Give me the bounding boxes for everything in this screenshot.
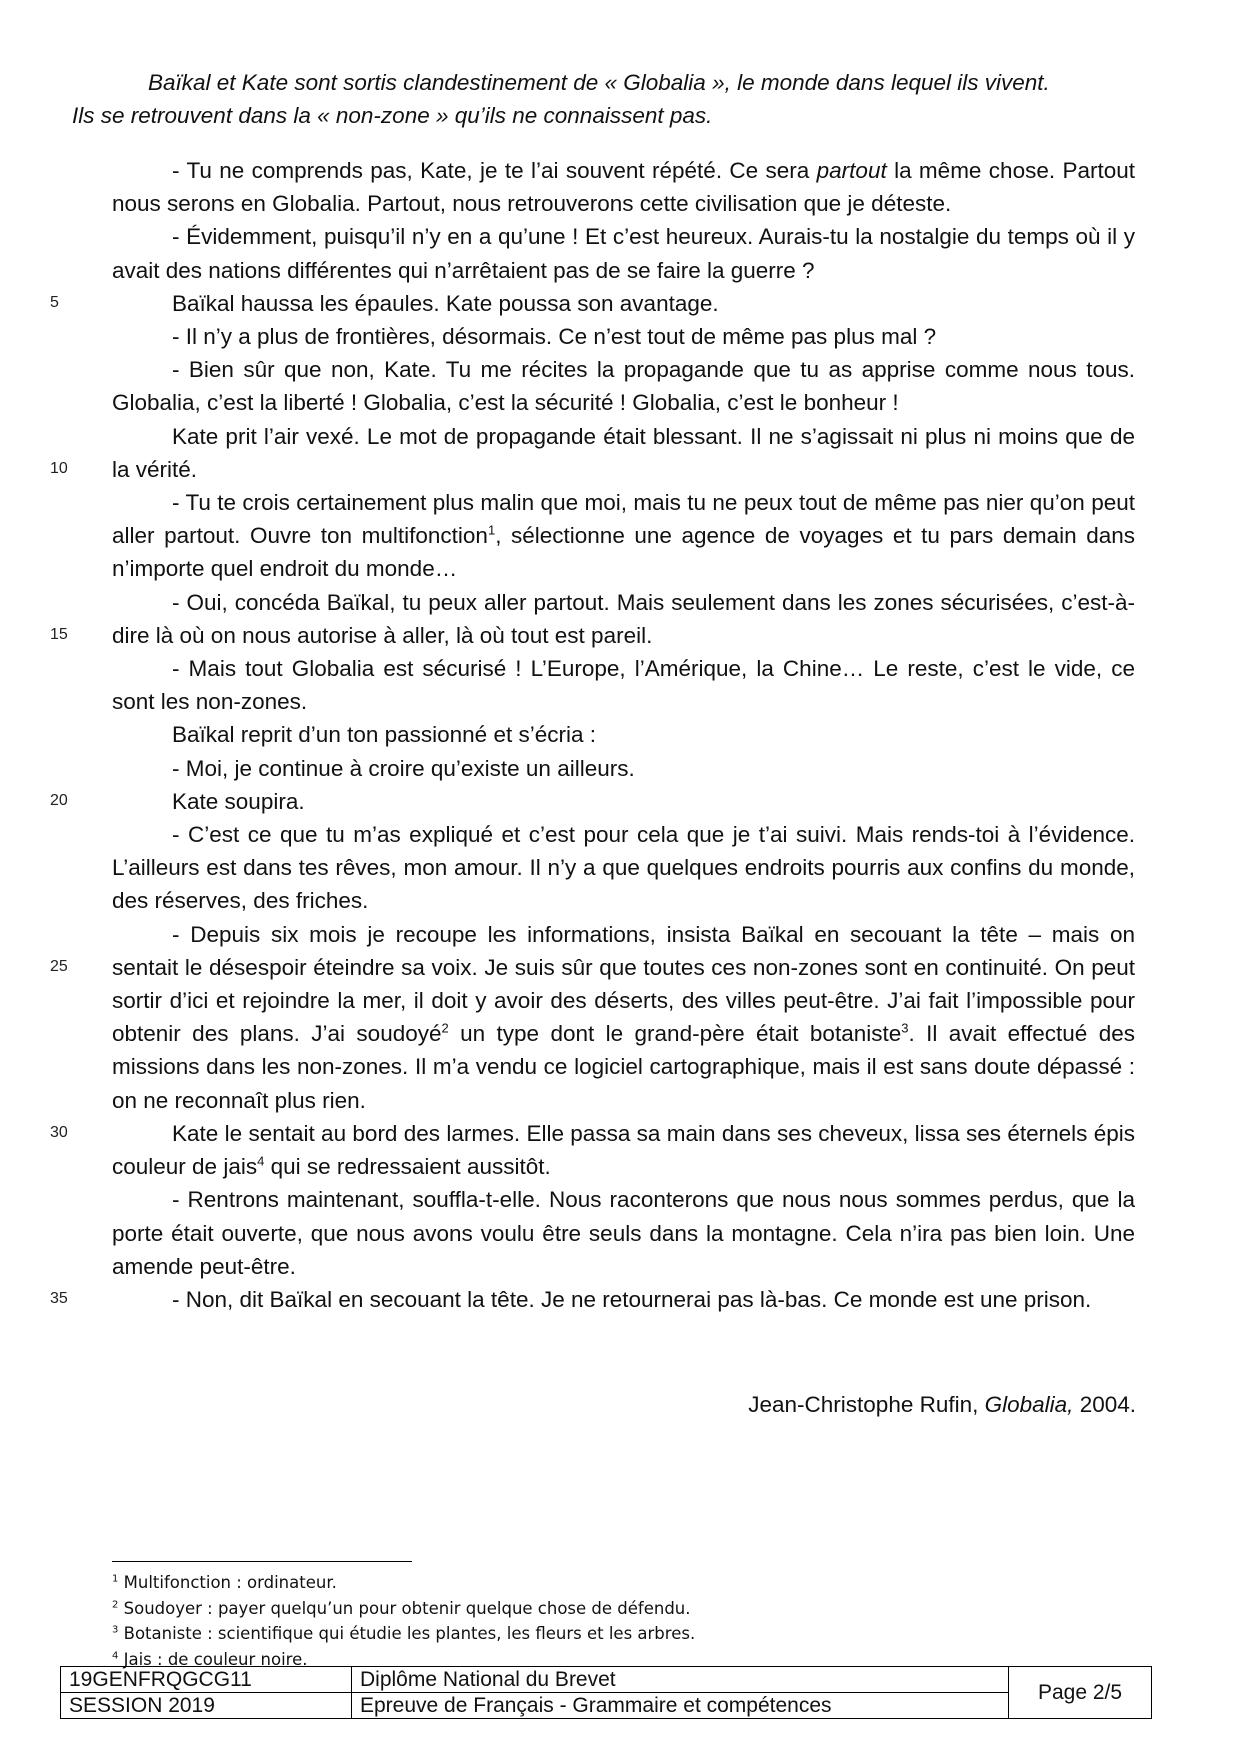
paragraph: - Depuis six mois je recoupe les informations, insista Baïkal en secouant la tête – mais on sentait le désespoir éteindre sa voix. Je suis sûr que toutes ces non-zones sont en continuité. On peut sortir d’ici et rejoindre la mer, il doit y avoir des déserts, des villes peut-être. J’ai fait l’impossible pour obtenir des plans. J’ai soudoyé$^2$ un type dont le grand-père était botaniste$^3$. Il avait effectué des missions dans les non-zones. Il m’a vendu ce logiciel cartographique, mais il est sans doute dépassé : on ne reconnaît plus rien. [112, 921, 1135, 1113]
paragraph: Baïkal reprit d’un ton passionné et s’écria : [172, 722, 596, 748]
paragraph: - C’est ce que tu m’as expliqué et c’est pour cela que je t’ai suivi. Mais rends-toi à l’évidence. L’ailleurs est dans tes rêves, mon amour. Il n’y a que quelques endroits pourris aux confins du monde, des réserves, des friches. [112, 822, 1135, 914]
line-number: 30 [50, 1124, 68, 1141]
session: SESSION 2019 [61, 1693, 352, 1719]
paragraph: - Rentrons maintenant, souffla-t-elle. Nous raconterons que nous nous sommes perdus, que la porte était ouverte, que nous avons voulu être seuls dans la montagne. Cela n’ira pas bien loin. Une amende peut-être. [112, 1187, 1135, 1279]
intro-line-2: Ils se retrouvent dans la « non-zone » qu’ils ne connaissent pas. [72, 103, 713, 128]
intro-text [72, 66, 1182, 132]
footnotes [112, 1570, 695, 1672]
line-number: 20 [50, 792, 68, 809]
diploma-name: Diplôme National du Brevet [352, 1667, 1009, 1693]
paragraph: - Non, dit Baïkal en secouant la tête. Je ne retournerai pas là-bas. Ce monde est une prison. [172, 1286, 1092, 1312]
paragraph: Baïkal haussa les épaules. Kate poussa son avantage. [172, 290, 719, 316]
footnote: $^2$ Soudoyer : payer quelqu’un pour obtenir quelque chose de défendu. [112, 1598, 691, 1618]
paragraph: - Il n’y a plus de frontières, désormais. Ce n’est tout de même pas plus mal ? [172, 324, 937, 350]
paragraph: - Bien sûr que non, Kate. Tu me récites la propagande que tu as apprise comme nous tous. Globalia, c’est la liberté ! Globalia, c’est la sécurité ! Globalia, c’est le bonheur ! [112, 357, 1135, 416]
attribution: Jean-Christophe Rufin, Globalia, 2004. [748, 1392, 1136, 1417]
footnote-divider [112, 1561, 412, 1562]
page-number: Page 2/5 [1009, 1667, 1152, 1719]
footnote-ref: 4 [257, 1153, 265, 1169]
paragraph: Kate soupira. [172, 788, 305, 814]
footnote: $^1$ Multifonction : ordinateur. [112, 1573, 337, 1592]
line-number: 15 [50, 626, 68, 643]
footer-table [60, 1666, 1152, 1719]
exam-name: Epreuve de Français - Grammaire et compétences [352, 1693, 1009, 1719]
footnote-ref: 3 [901, 1020, 909, 1036]
paragraph: - Mais tout Globalia est sécurisé ! L’Europe, l’Amérique, la Chine… Le reste, c’est le vide, ce sont les non-zones. [112, 656, 1135, 715]
footnote-ref: 1 [487, 522, 496, 538]
paragraph: - Tu ne comprends pas, Kate, je te l’ai souvent répété. Ce sera partout la même chose. Partout nous serons en Globalia. Partout, nous retrouverons cette civilisation que je déteste. [112, 158, 1135, 217]
paragraph: Kate le sentait au bord des larmes. Elle passa sa main dans ses cheveux, lissa ses éternels épis couleur de jais$^4$ qui se redressaient aussitôt. [112, 1120, 1135, 1180]
line-number: 35 [50, 1290, 68, 1307]
footnote: $^4$ Jais : de couleur noire. [112, 1649, 308, 1669]
footnote-ref: 2 [441, 1020, 449, 1036]
intro-line-1: Baïkal et Kate sont sortis clandestinement de « Globalia », le monde dans lequel ils vivent. [148, 70, 1050, 95]
footnote: $^3$ Botaniste : scientifique qui étudie les plantes, les fleurs et les arbres. [112, 1624, 696, 1643]
paragraph: Kate prit l’air vexé. Le mot de propagande était blessant. Il ne s’agissait ni plus ni moins que de la vérité. [112, 423, 1135, 482]
line-number: 25 [50, 958, 68, 975]
paragraph: - Tu te crois certainement plus malin que moi, mais tu ne peux tout de même pas nier qu’on peut aller partout. Ouvre ton multifonction$^1$, sélectionne une agence de voyages et tu pars demain dans n’importe quel endroit du monde… [112, 490, 1135, 582]
main-text [112, 154, 1135, 1316]
line-number: 10 [50, 460, 68, 477]
emphasis: partout [816, 158, 887, 183]
paragraph: - Oui, concéda Baïkal, tu peux aller partout. Mais seulement dans les zones sécurisées, c’est-à-dire là où on nous autorise à aller, là où tout est pareil. [112, 589, 1135, 648]
paragraph: - Moi, je continue à croire qu’existe un ailleurs. [172, 755, 635, 781]
paragraph: - Évidemment, puisqu’il n’y en a qu’une ! Et c’est heureux. Aurais-tu la nostalgie du temps où il y avait des nations différentes qui n’arrêtaient pas de se faire la guerre ? [112, 224, 1135, 283]
line-number: 5 [50, 294, 59, 311]
exam-code: 19GENFRQGCG11 [61, 1667, 352, 1693]
